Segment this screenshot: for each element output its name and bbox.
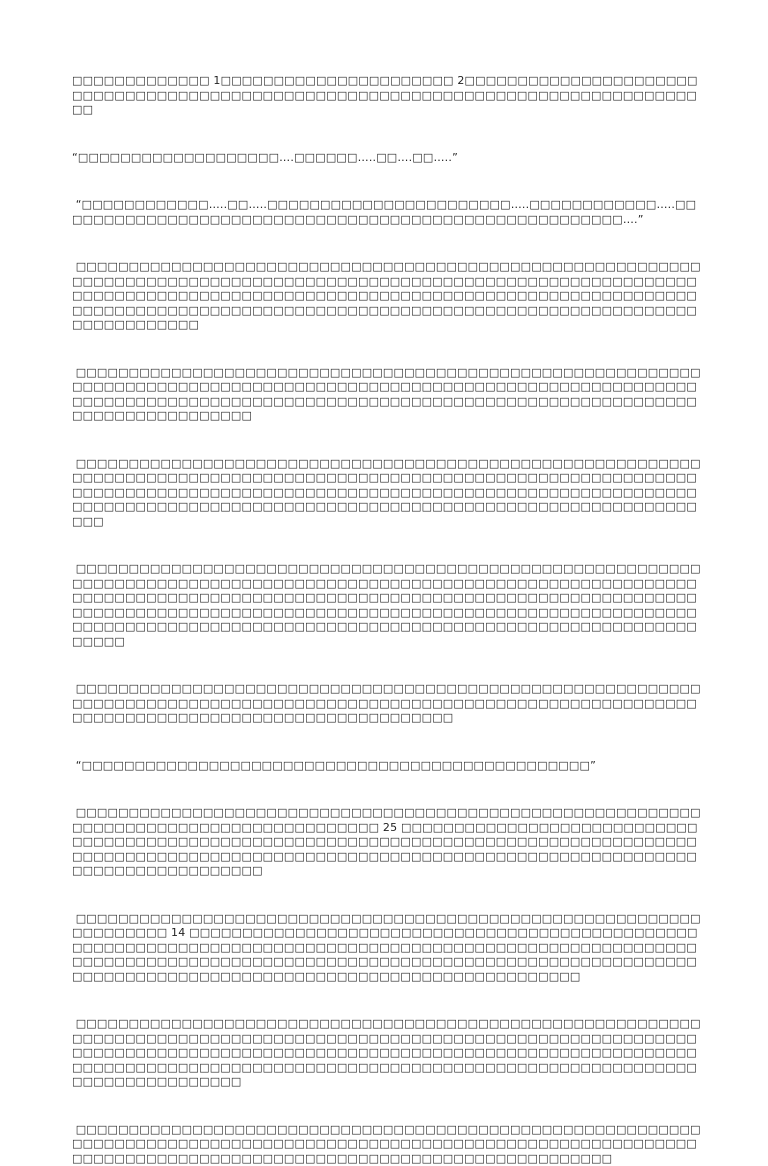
paragraph-6: □□□□□□□□□□□□□□□□□□□□□□□□□□□□□□□□□□□□□□□□□□□□□□□□□□□□□□□□□□□□□□□□□□□□□□□□□□□□□□□□□□□□□□□□□□□□□□□□□□□□□□□□□□□□□□□□□□□□□□□□□□□□□□□□□□□□□□□□□□□□□□□□□□□□□□□□□□□□□□□□□□□□□□□□□□□□□□□□□□□□□□□□□□□□□□□□□□□□□□□□□□□□□□□□□□□□□□□□□□□□□□□□□□□□□□□□□□□□□□□	[72, 457, 706, 530]
paragraph-1: □□□□□□□□□□□□□ 1□□□□□□□□□□□□□□□□□□□□□□ 2□□□□□□□□□□□□□□□□□□□□□□□□□□□□□□□□□□□□□□□□□□□□□□□□□□□□□□□□□□□□□□□□□□□□□□□□□□□□□□□□□□□	[72, 74, 706, 118]
paragraph-4: □□□□□□□□□□□□□□□□□□□□□□□□□□□□□□□□□□□□□□□□□□□□□□□□□□□□□□□□□□□□□□□□□□□□□□□□□□□□□□□□□□□□□□□□□□□□□□□□□□□□□□□□□□□□□□□□□□□□□□□□□□□□□□□□□□□□□□□□□□□□□□□□□□□□□□□□□□□□□□□□□□□□□□□□□□□□□□□□□□□□□□□□□□□□□□□□□□□□□□□□□□□□□□□□□□□□□□□□□□□□□□□□□□□□□□□□□□□□□□□□□□□□□□□□	[72, 260, 706, 333]
paragraph-3-quote: “□□□□□□□□□□□□…..□□…..□□□□□□□□□□□□□□□□□□□□□□□…..□□□□□□□□□□□□…..□□□□□□□□□□□□□□□□□□□□□□□□□□□□□□□□□□□□□□□□□□□□□□□□□□□□□□….”	[72, 198, 706, 227]
paragraph-5: □□□□□□□□□□□□□□□□□□□□□□□□□□□□□□□□□□□□□□□□□□□□□□□□□□□□□□□□□□□□□□□□□□□□□□□□□□□□□□□□□□□□□□□□□□□□□□□□□□□□□□□□□□□□□□□□□□□□□□□□□□□□□□□□□□□□□□□□□□□□□□□□□□□□□□□□□□□□□□□□□□□□□□□□□□□□□□□□□□□□□□□□□□□□□□□□□□	[72, 366, 706, 424]
paragraph-8: □□□□□□□□□□□□□□□□□□□□□□□□□□□□□□□□□□□□□□□□□□□□□□□□□□□□□□□□□□□□□□□□□□□□□□□□□□□□□□□□□□□□□□□□□□□□□□□□□□□□□□□□□□□□□□□□□□□□□□□□□□□□□□□□□□□□□□□□□□□□□□□□□□□□□□□□□□	[72, 682, 706, 726]
paragraph-13: □□□□□□□□□□□□□□□□□□□□□□□□□□□□□□□□□□□□□□□□□□□□□□□□□□□□□□□□□□□□□□□□□□□□□□□□□□□□□□□□□□□□□□□□□□□□□□□□□□□□□□□□□□□□□□□□□□□□□□□□□□□□□□□□□□□□□□□□□□□□□□□□□□□□□□□□□□□□□□□□□□□□□□□□□	[72, 1123, 706, 1166]
paragraph-7: □□□□□□□□□□□□□□□□□□□□□□□□□□□□□□□□□□□□□□□□□□□□□□□□□□□□□□□□□□□□□□□□□□□□□□□□□□□□□□□□□□□□□□□□□□□□□□□□□□□□□□□□□□□□□□□□□□□□□□□□□□□□□□□□□□□□□□□□□□□□□□□□□□□□□□□□□□□□□□□□□□□□□□□□□□□□□□□□□□□□□□□□□□□□□□□□□□□□□□□□□□□□□□□□□□□□□□□□□□□□□□□□□□□□□□□□□□□□□□□□□□□□□□□□□□□□□□□□□□□□□□□□□□□□□□□□□□□□□□□□□□□□□□□□□□□□□□□□□□□□	[72, 562, 706, 649]
paragraph-2-quote: “□□□□□□□□□□□□□□□□□□□….□□□□□□…..□□….□□…..”	[72, 151, 706, 166]
paragraph-11: □□□□□□□□□□□□□□□□□□□□□□□□□□□□□□□□□□□□□□□□□□□□□□□□□□□□□□□□□□□□□□□□□□□□ 14 □□□□□□□□□□□□□□□□□□□□□□□□□□□□□□□□□□□□□□□□□□□□□□□□□□□□□□□□□□□□□□□□□□□□□□□□□□□□□□□□□□□□□□□□□□□□□□□□□□□□□□□□□□□□□□□□□□□□□□□□□□□□□□□□□□□□□□□□□□□□□□□□□□□□□□□□□□□□□□□□□□□□□□□□□□□□□□□□□□□□□□□□□□□□□□□□□□□□□□□□□□□□□□□□□□□□□□	[72, 912, 706, 985]
paragraph-10: □□□□□□□□□□□□□□□□□□□□□□□□□□□□□□□□□□□□□□□□□□□□□□□□□□□□□□□□□□□□□□□□□□□□□□□□□□□□□□□□□□□□□□□□ 25 □□□□□□□□□□□□□□□□□□□□□□□□□□□□□□□□□□□□□□□□□□□□□□□□□□□□□□□□□□□□□□□□□□□□□□□□□□□□□□□□□□□□□□□□□□□□□□□□□□□□□□□□□□□□□□□□□□□□□□□□□□□□□□□□□□□□□□□□□□□□□□□□□□□□□□□□□□□□□□□□□□□□	[72, 806, 706, 879]
document-page	[72, 74, 706, 1166]
paragraph-9-quote: “□□□□□□□□□□□□□□□□□□□□□□□□□□□□□□□□□□□□□□□□□□□□□□□□”	[72, 759, 706, 774]
paragraph-12: □□□□□□□□□□□□□□□□□□□□□□□□□□□□□□□□□□□□□□□□□□□□□□□□□□□□□□□□□□□□□□□□□□□□□□□□□□□□□□□□□□□□□□□□□□□□□□□□□□□□□□□□□□□□□□□□□□□□□□□□□□□□□□□□□□□□□□□□□□□□□□□□□□□□□□□□□□□□□□□□□□□□□□□□□□□□□□□□□□□□□□□□□□□□□□□□□□□□□□□□□□□□□□□□□□□□□□□□□□□□□□□□□□□□□□□□□□□□□□□□□□□□□□□□□□□□	[72, 1017, 706, 1090]
